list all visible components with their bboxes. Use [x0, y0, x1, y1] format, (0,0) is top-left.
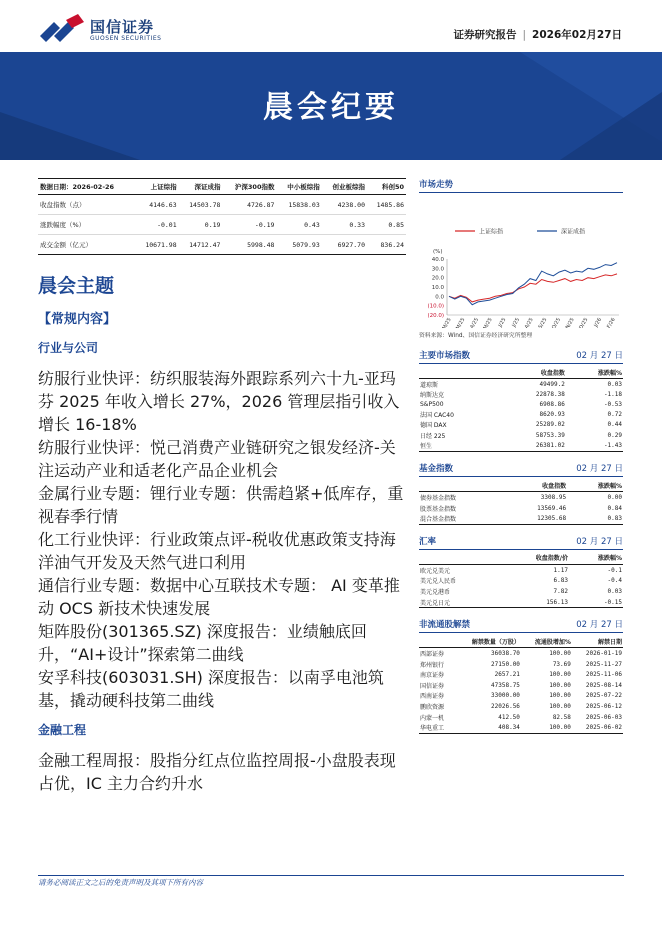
table-cell: 纳斯达克 — [420, 392, 445, 400]
major-indices-section — [419, 349, 623, 452]
fx-table — [419, 552, 623, 608]
mini-col-header — [419, 635, 454, 648]
footer-divider — [38, 875, 624, 876]
table-cell: -0.1 — [607, 566, 622, 574]
table-cell: 0.29 — [607, 431, 622, 439]
index-cell: 涨跌幅度（%） — [38, 215, 135, 235]
index-col-header: 创业板综指 — [322, 179, 367, 195]
report-type: 证券研究报告 — [453, 29, 517, 41]
table-cell: 36038.70 — [491, 650, 520, 658]
table-cell: 13569.46 — [537, 504, 567, 512]
index-table-body — [38, 195, 406, 255]
x-tick-label: J/25 — [497, 317, 508, 328]
unlock-header — [419, 618, 623, 633]
mini-col-header: 涨跌幅% — [566, 366, 623, 379]
table-cell: 100.00 — [549, 681, 571, 689]
report-header — [0, 0, 662, 52]
table-cell: S&P500 — [420, 400, 444, 408]
mini-col-header: 收盘指数/价 — [498, 552, 569, 565]
table-row — [419, 400, 623, 409]
table-cell: 郑州银行 — [420, 661, 445, 669]
index-row — [38, 215, 406, 235]
index-col-header: 上证综指 — [135, 179, 179, 195]
table-cell: 0.44 — [607, 421, 622, 429]
mini-col-header: 解禁日期 — [572, 635, 623, 648]
table-row — [419, 712, 623, 723]
index-cell: -0.01 — [135, 215, 179, 235]
index-cell: 10671.98 — [135, 235, 179, 255]
table-cell: 27150.00 — [491, 660, 520, 668]
table-cell: 12305.68 — [501, 513, 567, 524]
table-row — [419, 648, 623, 659]
table-cell: 73.69 — [552, 660, 571, 668]
table-cell: 3308.95 — [540, 493, 567, 501]
finance-report-list — [38, 748, 406, 794]
table-cell: 2025-11-27 — [585, 660, 622, 668]
table-cell: 100.00 — [549, 692, 571, 700]
table-cell: 法国 CAC40 — [420, 411, 454, 419]
mini-col-header: 收盘指数 — [498, 366, 566, 379]
table-cell: 2657.21 — [494, 671, 520, 679]
report-date: 2026年02月27日 — [532, 29, 622, 41]
table-row — [419, 659, 623, 670]
table-cell: 西部证券 — [420, 651, 445, 659]
report-item: 安孚科技(603031.SH) 深度报告：以南孚电池筑基，撬动硬科技第二曲线 — [38, 668, 384, 710]
table-cell: 2025-08-14 — [585, 681, 622, 689]
x-tick-label: D/25 — [578, 317, 590, 328]
report-item: 金属行业专题：锂行业专题：供需趋紧+低库存，重视春季行情 — [38, 484, 404, 526]
table-cell: -0.15 — [569, 597, 623, 608]
table-cell: 33000.00 — [491, 692, 520, 700]
fund-indices-header — [419, 462, 623, 477]
logo-text-cn: 国信证券 — [90, 18, 155, 36]
x-tick-label: J/25 — [511, 317, 522, 328]
mini-col-header — [419, 479, 501, 492]
table-cell: 0.83 — [567, 513, 623, 524]
table-row — [419, 576, 623, 587]
table-cell: 6.83 — [553, 577, 568, 585]
x-tick-label: M/25 — [482, 317, 494, 328]
mini-col-header — [419, 366, 498, 379]
y-tick-label: 30.0 — [431, 266, 444, 273]
index-col-header: 深证成指 — [179, 179, 223, 195]
index-cell: 1485.86 — [367, 195, 406, 215]
table-cell: 欧元兑美元 — [420, 567, 451, 575]
theme-heading: 晨会主题 — [38, 275, 115, 297]
mini-col-header: 涨跌幅% — [567, 479, 623, 492]
chart-source: 资料来源：Wind、国信证券经济研究所整理 — [419, 333, 533, 339]
table-row — [419, 430, 623, 441]
table-cell: 道琼斯 — [420, 381, 439, 389]
index-cell: 6927.70 — [322, 235, 367, 255]
table-cell: 26381.02 — [498, 441, 566, 452]
series-line — [449, 274, 617, 302]
table-cell: 100.00 — [549, 671, 571, 679]
banner-title: 晨会纪要 — [263, 90, 399, 125]
y-axis-unit: (%) — [433, 249, 443, 255]
meta-separator: | — [522, 29, 527, 41]
table-row — [419, 701, 623, 712]
mini-col-header: 涨跌幅% — [569, 552, 623, 565]
x-tick-label: S/25 — [537, 317, 549, 328]
mini-header-row — [419, 635, 623, 648]
fund-indices-table — [419, 479, 623, 525]
x-tick-label: M/25 — [441, 317, 453, 328]
footer-disclaimer: 请务必阅读正文之后的免责声明及其项下所有内容 — [38, 878, 203, 887]
table-cell: 0.72 — [607, 410, 622, 418]
industry-report-list — [38, 366, 406, 711]
x-tick-label: J/26 — [593, 317, 604, 328]
table-cell: 2025-11-06 — [585, 671, 622, 679]
index-cell: 成交金额（亿元） — [38, 235, 135, 255]
unlock-section — [419, 618, 623, 734]
fx-date: 02 月 27 日 — [576, 536, 623, 547]
report-meta — [454, 27, 623, 42]
table-row — [419, 441, 623, 452]
major-indices-table — [419, 366, 623, 452]
index-summary-table — [38, 178, 406, 255]
unlock-table — [419, 635, 623, 734]
table-cell: 49499.2 — [539, 380, 565, 388]
report-item: 化工行业快评：行业政策点评-税收优惠政策支持海洋油气开发及天然气进口利用 — [38, 530, 396, 572]
index-cell: 4238.00 — [322, 195, 367, 215]
y-tick-label: 0.0 — [435, 294, 444, 301]
table-cell: 100.00 — [549, 650, 571, 658]
table-cell: 156.13 — [498, 597, 569, 608]
index-table-header — [38, 179, 406, 195]
table-cell: 恒生 — [419, 441, 498, 452]
index-cell: 收盘指数（点） — [38, 195, 135, 215]
table-cell: 2025-06-02 — [572, 722, 623, 733]
table-row — [419, 691, 623, 702]
market-trend-chart — [419, 193, 623, 328]
x-tick-label: A/25 — [469, 317, 481, 328]
table-cell: -1.43 — [566, 441, 623, 452]
x-tick-label: O/25 — [550, 317, 563, 328]
index-row — [38, 235, 406, 255]
fund-indices-section — [419, 462, 623, 525]
table-cell: 7.82 — [553, 587, 568, 595]
table-cell: 1.17 — [553, 566, 568, 574]
index-cell: 4726.87 — [222, 195, 276, 215]
fx-title: 汇率 — [419, 536, 437, 547]
table-cell: 2025-06-03 — [585, 713, 622, 721]
table-row — [419, 670, 623, 681]
table-cell: 408.34 — [454, 722, 521, 733]
index-col-header: 中小板综指 — [276, 179, 321, 195]
table-cell: 国信证券 — [420, 682, 445, 690]
trend-chart-svg — [419, 193, 623, 328]
index-col-header: 科创50 — [367, 179, 406, 195]
right-column — [419, 178, 623, 734]
table-cell: 0.03 — [607, 380, 622, 388]
table-cell: 内蒙一机 — [420, 714, 445, 722]
table-cell: 0.03 — [607, 587, 622, 595]
table-cell: 华电重工 — [419, 722, 454, 733]
table-cell: 22878.38 — [535, 391, 565, 399]
table-row — [419, 379, 623, 390]
index-cell: 14503.78 — [179, 195, 223, 215]
table-row — [419, 409, 623, 420]
index-cell: 14712.47 — [179, 235, 223, 255]
report-item: 矩阵股份(301365.SZ) 深度报告：业绩触底回升，“AI+设计”探索第二曲线 — [38, 622, 367, 664]
x-tick-label: F/26 — [606, 317, 617, 328]
mini-header-row — [419, 552, 623, 565]
table-cell: 22026.56 — [491, 703, 520, 711]
table-cell: -1.18 — [603, 391, 622, 399]
mini-header-row — [419, 366, 623, 379]
major-indices-title: 主要市场指数 — [419, 351, 471, 361]
table-cell: 2025-06-12 — [585, 703, 622, 711]
table-cell: 8620.93 — [539, 410, 565, 418]
table-cell: 25289.02 — [535, 421, 565, 429]
y-tick-label: 40.0 — [431, 257, 444, 263]
table-cell: 2026-01-19 — [585, 650, 622, 658]
mini-col-header: 流通股增加% — [521, 635, 572, 648]
index-cell: 15838.03 — [276, 195, 321, 215]
table-cell: 美元兑人民币 — [420, 578, 457, 586]
normal-content-heading: 【常规内容】 — [38, 312, 117, 327]
index-cell: 4146.63 — [135, 195, 179, 215]
report-item: 金融工程周报：股指分红点位监控周报-小盘股表现占优，IC 主力合约升水 — [38, 751, 396, 793]
table-row — [419, 564, 623, 575]
y-tick-label: 20.0 — [431, 275, 444, 282]
y-tick-label: (20.0) — [427, 313, 444, 319]
title-banner — [0, 52, 662, 160]
table-row — [419, 680, 623, 691]
mini-col-header — [419, 552, 498, 565]
table-cell: 82.58 — [552, 713, 571, 721]
table-cell: 美元兑港币 — [420, 588, 451, 596]
left-column — [38, 178, 406, 794]
table-cell: 6908.86 — [539, 400, 565, 408]
report-item: 通信行业专题：数据中心互联技术专题： AI 变革推动 OCS 新技术快速发展 — [38, 576, 400, 618]
index-cell: 0.19 — [179, 215, 223, 235]
legend-label: 上证综指 — [479, 228, 504, 236]
fx-section — [419, 535, 623, 608]
table-cell: 58753.39 — [535, 431, 565, 439]
table-cell: 47358.75 — [491, 681, 520, 689]
table-cell: 日经 225 — [420, 432, 446, 440]
unlock-date: 02 月 27 日 — [576, 620, 623, 631]
table-cell: 南京证券 — [420, 672, 445, 680]
fund-indices-date: 02 月 27 日 — [576, 464, 623, 475]
table-cell: 德国 DAX — [420, 422, 447, 430]
table-cell: 100.00 — [549, 703, 571, 711]
table-cell: 0.84 — [607, 504, 622, 512]
table-cell: 西南证券 — [420, 693, 445, 701]
table-cell: -0.53 — [603, 400, 622, 408]
table-row — [419, 503, 623, 514]
report-item: 纺服行业快评：纺织服装海外跟踪系列六十九-亚玛芬 2025 年收入增长 27%，2026 管理层指引收入增长 16-18% — [38, 369, 400, 434]
index-col-header: 数据日期：2026-02-26 — [38, 179, 135, 195]
market-trend-title: 市场走势 — [419, 180, 454, 190]
table-cell: 412.50 — [498, 713, 520, 721]
index-cell: 836.24 — [367, 235, 406, 255]
table-cell: 股票基金指数 — [420, 505, 457, 513]
index-cell: 0.85 — [367, 215, 406, 235]
table-row — [419, 597, 623, 608]
index-cell: 5079.93 — [276, 235, 321, 255]
table-row — [419, 513, 623, 524]
table-cell: 债券基金指数 — [420, 494, 457, 502]
major-indices-date: 02 月 27 日 — [576, 351, 623, 361]
index-cell: 0.43 — [276, 215, 321, 235]
fund-indices-title: 基金指数 — [419, 464, 454, 475]
guosen-logo-icon — [40, 14, 84, 44]
table-row — [419, 492, 623, 503]
table-row — [419, 390, 623, 401]
logo-text-en: GUOSEN SECURITIES — [90, 35, 162, 42]
fx-header — [419, 535, 623, 550]
major-indices-header — [419, 349, 623, 364]
finance-heading: 金融工程 — [38, 723, 87, 737]
table-cell: 鹏欣资源 — [420, 704, 445, 712]
table-cell: 混合基金指数 — [419, 513, 501, 524]
x-tick-label: N/25 — [564, 317, 576, 328]
mini-header-row — [419, 479, 623, 492]
table-cell: 美元兑日元 — [419, 597, 498, 608]
industry-heading: 行业与公司 — [38, 341, 99, 355]
unlock-title: 非流通股解禁 — [419, 620, 471, 631]
table-row — [419, 419, 623, 430]
table-cell: 0.00 — [607, 493, 622, 501]
report-item: 纺服行业快评：悦己消费产业链研究之银发经济-关注运动产业和适老化产品企业机会 — [38, 438, 396, 480]
index-cell: -0.19 — [222, 215, 276, 235]
index-cell: 0.33 — [322, 215, 367, 235]
table-cell: 100.00 — [521, 722, 572, 733]
table-row — [419, 586, 623, 597]
legend-label: 深证成指 — [561, 228, 586, 236]
mini-col-header: 收盘指数 — [501, 479, 567, 492]
table-cell: -0.4 — [607, 577, 622, 585]
table-row — [419, 722, 623, 733]
x-tick-label: M/25 — [455, 317, 467, 328]
index-col-header: 沪深300指数 — [222, 179, 276, 195]
x-tick-label: A/25 — [523, 317, 535, 328]
index-cell: 5998.48 — [222, 235, 276, 255]
y-tick-label: (10.0) — [427, 303, 444, 310]
mini-col-header: 解禁数量（万股） — [454, 635, 521, 648]
table-cell: 2025-07-22 — [585, 692, 622, 700]
index-row — [38, 195, 406, 215]
market-trend-header — [419, 178, 623, 193]
y-tick-label: 10.0 — [431, 285, 444, 291]
